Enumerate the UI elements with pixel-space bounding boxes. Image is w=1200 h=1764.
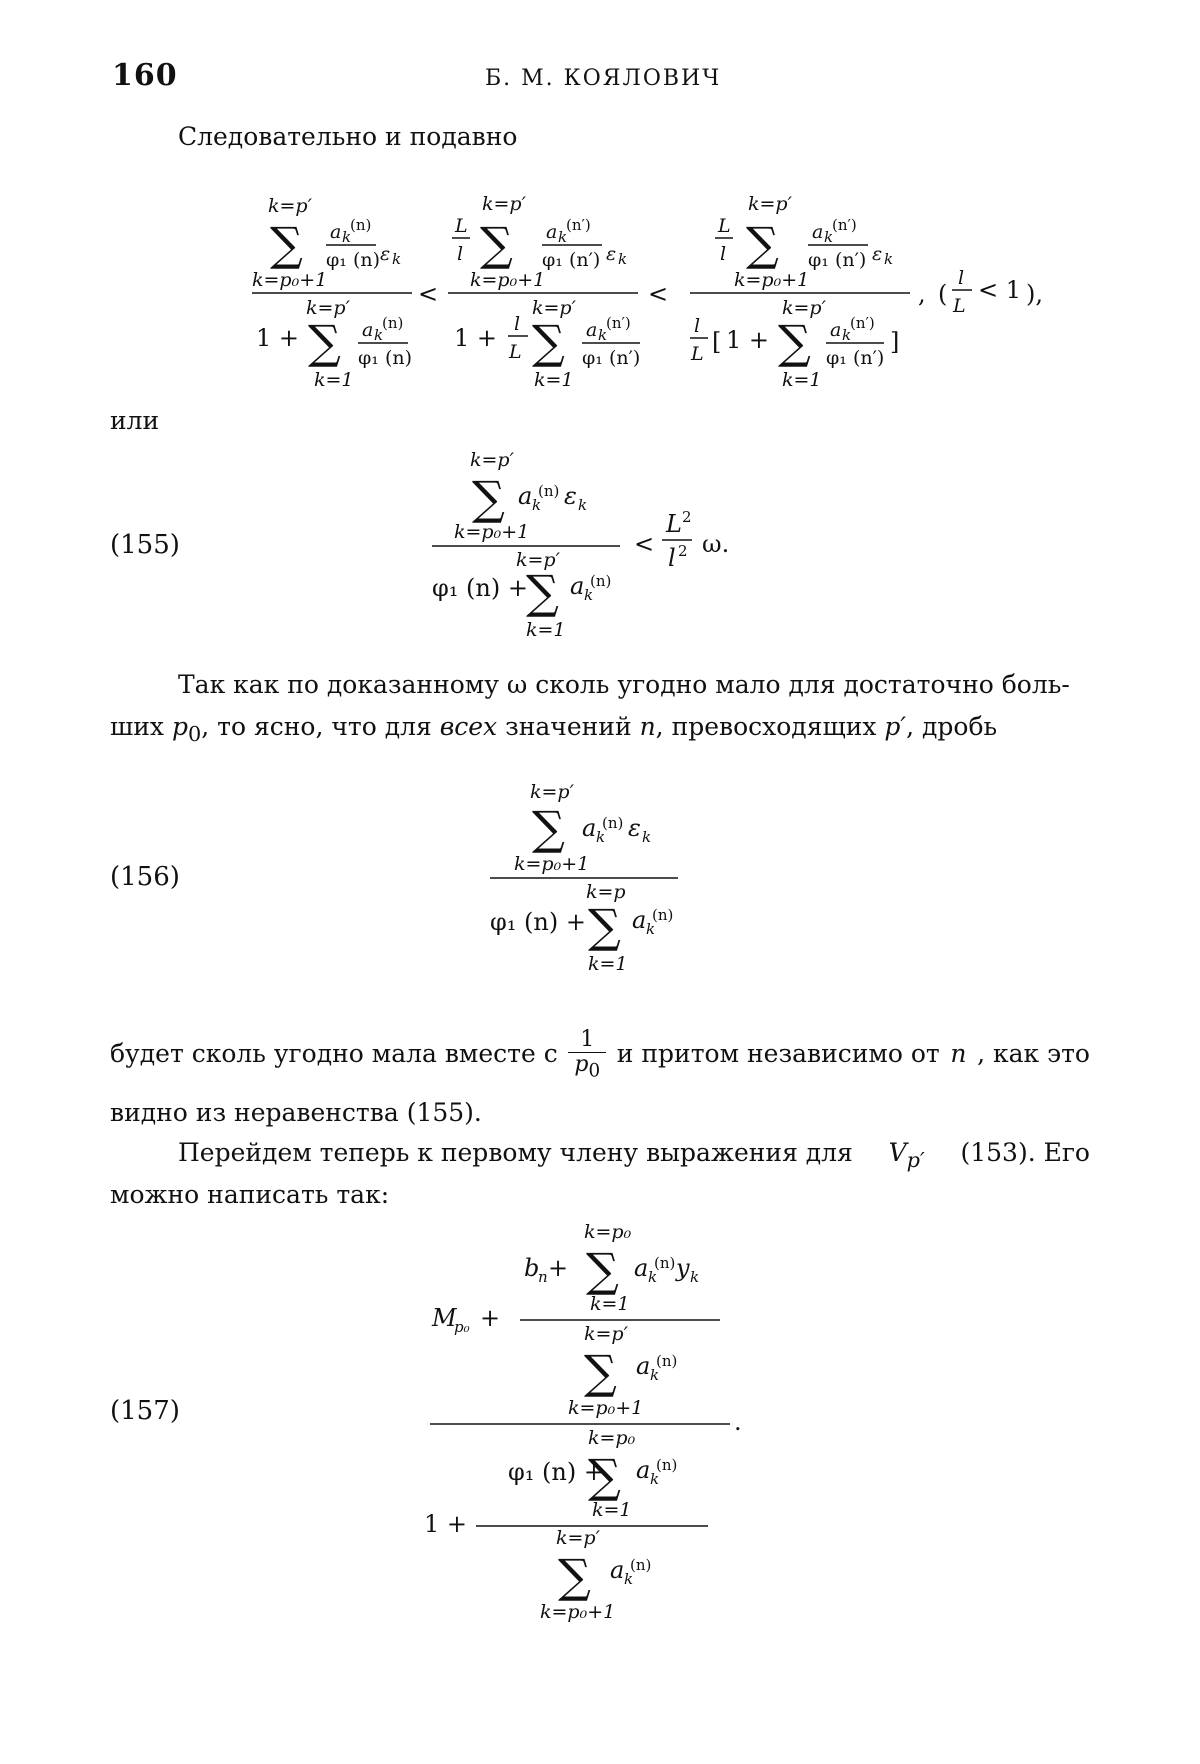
svg-text:ε: ε xyxy=(380,243,391,265)
eq155-formula xyxy=(420,448,820,648)
svg-text:ε: ε xyxy=(606,243,617,265)
svg-text:y: y xyxy=(676,1254,690,1282)
svg-text:k=p′: k=p′ xyxy=(470,449,514,471)
svg-text:k=1: k=1 xyxy=(526,619,566,641)
svg-text:k=p₀+1: k=p₀+1 xyxy=(568,1397,644,1419)
svg-text:k=p₀+1: k=p₀+1 xyxy=(470,269,546,291)
paragraph-2-line-2: видно из неравенства (155). xyxy=(110,1098,482,1127)
svg-text:∑: ∑ xyxy=(526,565,559,619)
svg-text:k: k xyxy=(392,250,402,268)
one-over-p0-fraction: 1 $p_0$ xyxy=(568,1028,606,1082)
svg-text:k: k xyxy=(884,250,894,268)
svg-text:L: L xyxy=(691,343,704,365)
svg-text:k=p₀+1: k=p₀+1 xyxy=(252,269,328,291)
svg-text:ε: ε xyxy=(872,243,883,265)
svg-text:∑: ∑ xyxy=(472,471,505,525)
svg-text:a: a xyxy=(634,1254,649,1282)
svg-text:k=p′: k=p′ xyxy=(748,193,792,215)
svg-text:k=p′: k=p′ xyxy=(268,195,312,217)
paragraph-2-line-1: будет сколь угодно мала вместе с 1 $p_0$ и притом независимо от n , как это xyxy=(110,1027,1090,1082)
svg-text:(n): (n) xyxy=(652,906,674,924)
svg-text:(: ( xyxy=(938,280,948,308)
svg-text:(n′): (n′) xyxy=(566,216,591,234)
fraction-2 xyxy=(448,193,640,391)
svg-text:k: k xyxy=(650,1366,660,1384)
svg-text:k=p₀+1: k=p₀+1 xyxy=(454,521,530,543)
svg-text:k=p′: k=p′ xyxy=(306,297,350,319)
svg-text:k=p₀+1: k=p₀+1 xyxy=(514,853,590,875)
svg-text:φ₁ (n′): φ₁ (n′) xyxy=(582,347,641,369)
svg-text:ω.: ω. xyxy=(702,530,730,558)
svg-text:k=p′: k=p′ xyxy=(584,1323,628,1345)
svg-text:n: n xyxy=(538,1268,548,1286)
svg-text:φ₁ (n′): φ₁ (n′) xyxy=(542,249,601,271)
svg-text:k=p′: k=p′ xyxy=(482,193,526,215)
running-header: Б. М. КОЯЛОВИЧ xyxy=(485,66,722,91)
svg-text:L: L xyxy=(718,215,731,237)
svg-text:k=p′: k=p′ xyxy=(516,549,560,571)
svg-text:a: a xyxy=(330,221,342,243)
svg-text:k=1: k=1 xyxy=(534,369,574,391)
svg-text:k: k xyxy=(374,326,384,344)
svg-text:(n): (n) xyxy=(656,1352,678,1370)
svg-text:(n′): (n′) xyxy=(850,314,875,332)
svg-text:a: a xyxy=(586,319,598,341)
page-number: 160 xyxy=(112,58,178,93)
svg-text:k=1: k=1 xyxy=(782,369,822,391)
svg-text:k=p′: k=p′ xyxy=(530,781,574,803)
svg-text:k=p′: k=p′ xyxy=(532,297,576,319)
svg-text:l: l xyxy=(720,243,727,265)
svg-text:+: + xyxy=(480,1304,501,1332)
svg-text:φ₁ (n) +: φ₁ (n) + xyxy=(490,908,586,936)
svg-text:k=1: k=1 xyxy=(588,953,628,975)
svg-text:φ₁ (n) +: φ₁ (n) + xyxy=(508,1458,604,1486)
eq156-formula xyxy=(478,780,778,980)
paragraph-3-line-1: Перейдем теперь к первому члену выражения для $V_{p'}$ (153). Его xyxy=(178,1138,1090,1172)
svg-text:a: a xyxy=(570,572,585,600)
svg-text:1 +: 1 + xyxy=(256,324,300,352)
svg-text:a: a xyxy=(518,482,533,510)
svg-text:k: k xyxy=(596,828,606,846)
eq155-label: (155) xyxy=(110,530,180,560)
svg-text:k=p: k=p xyxy=(586,881,626,903)
svg-text:a: a xyxy=(636,1456,651,1484)
svg-text:∑: ∑ xyxy=(270,217,303,271)
svg-text:φ₁ (n): φ₁ (n) xyxy=(358,347,413,369)
svg-text:(n): (n) xyxy=(654,1254,676,1272)
svg-text:M: M xyxy=(432,1304,457,1332)
svg-text:<: < xyxy=(418,280,439,308)
svg-text:k: k xyxy=(650,1470,660,1488)
svg-text:∑: ∑ xyxy=(532,801,565,855)
svg-text:(n′): (n′) xyxy=(606,314,631,332)
svg-text:L: L xyxy=(455,215,468,237)
svg-text:a: a xyxy=(812,221,824,243)
svg-text:k: k xyxy=(598,326,608,344)
svg-text:(n): (n) xyxy=(656,1456,678,1474)
svg-text:k=p₀: k=p₀ xyxy=(584,1221,632,1243)
condition-l-over-L xyxy=(938,267,1043,317)
svg-text:.: . xyxy=(734,1408,742,1436)
svg-text:(n): (n) xyxy=(590,572,612,590)
svg-text:<: < xyxy=(634,530,655,558)
svg-text:k=p₀+1: k=p₀+1 xyxy=(734,269,810,291)
svg-text:k: k xyxy=(842,326,852,344)
inequality-chain-formula xyxy=(0,190,1100,390)
svg-text:k: k xyxy=(578,496,588,514)
paragraph-1-line-1: Так как по доказанному ω сколь угодно мало для достаточно боль- xyxy=(178,670,1070,699)
svg-text:(n): (n) xyxy=(350,216,372,234)
svg-text:∑: ∑ xyxy=(588,899,621,953)
svg-text:k=1: k=1 xyxy=(314,369,354,391)
svg-text:1 +: 1 + xyxy=(424,1510,468,1538)
svg-text:∑: ∑ xyxy=(308,315,341,369)
ili-text: или xyxy=(110,406,160,435)
svg-text:l: l xyxy=(958,267,965,289)
svg-text:(n): (n) xyxy=(538,482,560,500)
svg-text:∑: ∑ xyxy=(480,217,513,271)
svg-text:k=1: k=1 xyxy=(592,1499,632,1521)
svg-text:a: a xyxy=(582,814,597,842)
fraction-3 xyxy=(690,193,910,391)
svg-text:1 +: 1 + xyxy=(454,324,498,352)
eq157-label: (157) xyxy=(110,1396,180,1426)
svg-text:k: k xyxy=(642,828,652,846)
svg-text:+: + xyxy=(548,1254,569,1282)
svg-text:l: l xyxy=(457,243,464,265)
svg-text:k: k xyxy=(646,920,656,938)
svg-text:∑: ∑ xyxy=(746,217,779,271)
svg-text:∑: ∑ xyxy=(558,1549,591,1603)
svg-text:a: a xyxy=(830,319,842,341)
svg-text:l: l xyxy=(514,313,521,335)
svg-text:(n): (n) xyxy=(382,314,404,332)
svg-text:L: L xyxy=(509,341,522,363)
svg-text:L: L xyxy=(953,295,966,317)
svg-text:2: 2 xyxy=(678,542,688,560)
intro-text: Следовательно и подавно xyxy=(178,122,518,151)
svg-text:k: k xyxy=(558,228,568,246)
svg-text:∑: ∑ xyxy=(588,1449,621,1503)
svg-text:∑: ∑ xyxy=(584,1345,617,1399)
svg-text:∑: ∑ xyxy=(586,1243,619,1297)
svg-text:(n): (n) xyxy=(602,814,624,832)
svg-text:φ₁ (n′): φ₁ (n′) xyxy=(826,347,885,369)
svg-text:p₀: p₀ xyxy=(454,1318,470,1336)
svg-text:]: ] xyxy=(890,328,900,356)
svg-text:a: a xyxy=(362,319,374,341)
svg-text:(n′): (n′) xyxy=(832,216,857,234)
eq157-formula xyxy=(420,1218,840,1638)
svg-text:∑: ∑ xyxy=(532,315,565,369)
svg-text:k=p′: k=p′ xyxy=(556,1527,600,1549)
svg-text:k: k xyxy=(648,1268,658,1286)
paragraph-1-line-2: ших $p_0$, то ясно, что для всех значений n, превосходящих p′, дробь xyxy=(110,712,998,746)
svg-text:a: a xyxy=(632,906,647,934)
svg-text:k: k xyxy=(624,1570,634,1588)
svg-text:k: k xyxy=(532,496,542,514)
svg-text:2: 2 xyxy=(682,508,692,526)
svg-text:1 +: 1 + xyxy=(726,326,770,354)
svg-text:φ₁ (n′): φ₁ (n′) xyxy=(808,249,867,271)
svg-text:k: k xyxy=(342,228,352,246)
svg-text:b: b xyxy=(524,1254,540,1282)
svg-text:k=1: k=1 xyxy=(590,1293,630,1315)
svg-text:ε: ε xyxy=(628,814,641,842)
svg-text:k: k xyxy=(584,586,594,604)
svg-text:a: a xyxy=(636,1352,651,1380)
svg-text:l: l xyxy=(694,315,701,337)
svg-text:k=p′: k=p′ xyxy=(782,297,826,319)
paragraph-3-line-2: можно написать так: xyxy=(110,1180,390,1209)
svg-text:<: < xyxy=(648,280,669,308)
svg-text:(n): (n) xyxy=(630,1556,652,1574)
svg-text:L: L xyxy=(666,510,682,538)
svg-text:k: k xyxy=(824,228,834,246)
fraction-1 xyxy=(252,195,412,391)
svg-text:a: a xyxy=(546,221,558,243)
svg-text:k: k xyxy=(690,1268,700,1286)
svg-text:[: [ xyxy=(712,328,722,356)
svg-text:φ₁ (n) +: φ₁ (n) + xyxy=(432,574,528,602)
svg-text:,: , xyxy=(918,280,926,308)
svg-text:< 1: < 1 xyxy=(978,276,1022,304)
svg-text:k=p₀: k=p₀ xyxy=(588,1427,636,1449)
svg-text:k: k xyxy=(618,250,628,268)
svg-text:l: l xyxy=(668,544,676,572)
svg-text:φ₁ (n): φ₁ (n) xyxy=(326,249,381,271)
svg-text:),: ), xyxy=(1026,280,1043,308)
eq156-label: (156) xyxy=(110,862,180,892)
svg-text:k=p₀+1: k=p₀+1 xyxy=(540,1601,616,1623)
svg-text:∑: ∑ xyxy=(778,315,811,369)
svg-text:ε: ε xyxy=(564,482,577,510)
svg-text:a: a xyxy=(610,1556,625,1584)
